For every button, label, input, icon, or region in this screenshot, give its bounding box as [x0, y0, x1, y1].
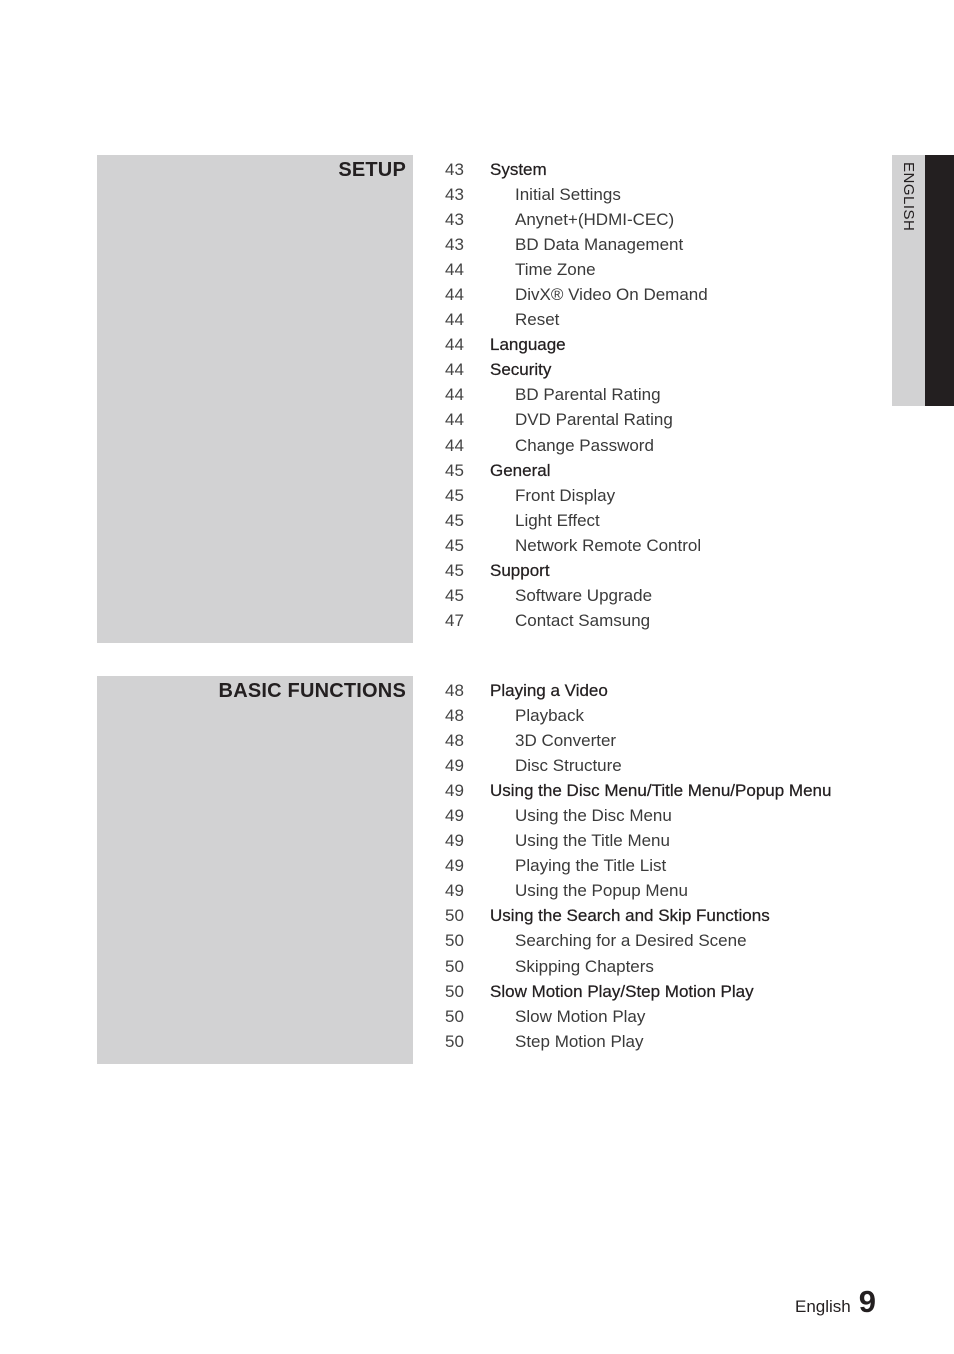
section-setup-box	[97, 155, 413, 643]
page-number: 9	[858, 1284, 876, 1319]
toc-page-number: 50	[445, 956, 464, 976]
toc-subheading: Using the Disc Menu	[515, 806, 672, 826]
toc-entry	[440, 753, 880, 778]
toc-subheading: Playing the Title List	[515, 856, 667, 876]
toc-subheading: DivX® Video On Demand	[515, 285, 708, 305]
toc-entry	[440, 608, 880, 633]
toc-subheading: Time Zone	[515, 260, 596, 280]
toc-page-number: 43	[445, 210, 464, 230]
toc-subheading: Disc Structure	[515, 756, 622, 776]
toc-entry	[440, 257, 880, 282]
toc-entry	[440, 407, 880, 432]
toc-heading: System	[490, 160, 547, 179]
toc-entry	[440, 703, 880, 728]
toc-page-number: 48	[445, 681, 464, 700]
section-basic-functions-entries	[440, 678, 880, 1054]
toc-page-number: 48	[445, 731, 464, 751]
toc-page-number: 44	[445, 435, 464, 455]
section-basic-functions-box	[97, 676, 413, 1064]
toc-page-number: 44	[445, 335, 464, 355]
toc-entry	[440, 382, 880, 407]
toc-page-number: 50	[445, 906, 464, 926]
toc-heading: Support	[490, 560, 550, 580]
toc-page-number: 50	[445, 1031, 464, 1051]
toc-subheading: Front Display	[515, 485, 616, 505]
toc-entry	[440, 979, 880, 1004]
toc-page-number: 49	[445, 856, 464, 876]
toc-subheading: Searching for a Desired Scene	[515, 931, 747, 951]
toc-subheading: Slow Motion Play	[515, 1006, 646, 1026]
toc-entry	[440, 182, 880, 207]
toc-subheading: Light Effect	[515, 510, 600, 530]
toc-page-number: 44	[445, 310, 464, 330]
toc-page-number: 44	[445, 260, 464, 280]
language-tab-label: ENGLISH	[900, 162, 917, 232]
page-footer	[795, 1284, 876, 1320]
toc-page-number: 44	[445, 410, 464, 430]
toc-subheading: Change Password	[515, 435, 654, 455]
toc-subheading: DVD Parental Rating	[515, 410, 673, 430]
toc-page-number: 49	[445, 831, 464, 851]
toc-entry	[440, 928, 880, 953]
toc-heading: Security	[490, 360, 552, 380]
toc-page-number: 49	[445, 756, 464, 776]
toc-subheading: Network Remote Control	[515, 535, 702, 555]
toc-entry	[440, 508, 880, 533]
toc-entry	[440, 533, 880, 558]
toc-heading: Slow Motion Play/Step Motion Play	[490, 981, 754, 1001]
toc-subheading: 3D Converter	[515, 731, 617, 751]
section-title: SETUP	[338, 159, 406, 181]
toc-entry	[440, 433, 880, 458]
toc-page-number: 49	[445, 806, 464, 826]
toc-page-number: 44	[445, 285, 464, 305]
toc-subheading: Contact Samsung	[515, 610, 651, 630]
toc-page-number: 50	[445, 931, 464, 951]
toc-page-number: 44	[445, 360, 464, 380]
toc-entry	[440, 828, 880, 853]
toc-page-number: 49	[445, 781, 464, 801]
toc-entry	[440, 878, 880, 903]
toc-entry	[440, 332, 880, 357]
toc-entry	[440, 583, 880, 608]
toc-subheading: Initial Settings	[515, 185, 621, 205]
toc-heading: Playing a Video	[490, 681, 608, 700]
toc-entry	[440, 357, 880, 382]
section-setup-entries	[440, 157, 880, 633]
toc-entry	[440, 558, 880, 583]
toc-entry	[440, 1029, 880, 1054]
toc-subheading: Reset	[515, 310, 560, 330]
toc-entry	[440, 157, 880, 182]
toc-heading: Using the Disc Menu/Title Menu/Popup Menu	[490, 781, 832, 801]
toc-subheading: Using the Popup Menu	[515, 881, 688, 901]
toc-subheading: BD Data Management	[515, 235, 684, 255]
toc-heading: Using the Search and Skip Functions	[490, 906, 770, 926]
toc-entry	[440, 778, 880, 803]
toc-entry	[440, 853, 880, 878]
toc-entry	[440, 803, 880, 828]
section-title: BASIC FUNCTIONS	[218, 680, 406, 702]
toc-page-number: 50	[445, 1006, 464, 1026]
toc-entry	[440, 207, 880, 232]
toc-entry	[440, 1004, 880, 1029]
toc-page-number: 48	[445, 706, 464, 726]
toc-subheading: Playback	[515, 706, 584, 726]
toc-page-number: 45	[445, 560, 464, 580]
toc-page-number: 45	[445, 585, 464, 605]
toc-page-number: 45	[445, 510, 464, 530]
toc-page-number: 45	[445, 485, 464, 505]
toc-page-number: 43	[445, 235, 464, 255]
toc-subheading: Anynet+(HDMI-CEC)	[515, 210, 675, 230]
toc-page-number: 44	[445, 385, 464, 405]
toc-heading: Language	[490, 335, 566, 355]
toc-page-number: 43	[445, 160, 464, 179]
toc-heading: General	[490, 460, 551, 480]
toc-subheading: Using the Title Menu	[515, 831, 670, 851]
footer-language: English	[794, 1297, 851, 1316]
toc-page-number: 47	[445, 610, 464, 630]
toc-page-number: 45	[445, 535, 464, 555]
toc-page-number: 49	[445, 881, 464, 901]
toc-subheading: Skipping Chapters	[515, 956, 654, 976]
language-tab-marker	[925, 155, 954, 406]
toc-page-number: 50	[445, 981, 464, 1001]
toc-page-number: 45	[445, 460, 464, 480]
toc-entry	[440, 954, 880, 979]
toc-entry	[440, 728, 880, 753]
toc-subheading: BD Parental Rating	[515, 385, 661, 405]
toc-entry	[440, 903, 880, 928]
toc-entry	[440, 307, 880, 332]
toc-entry	[440, 458, 880, 483]
toc-subheading: Step Motion Play	[515, 1031, 644, 1051]
toc-page-number: 43	[445, 185, 464, 205]
toc-entry	[440, 678, 880, 703]
toc-entry	[440, 282, 880, 307]
toc-entry	[440, 483, 880, 508]
toc-subheading: Software Upgrade	[515, 585, 653, 605]
toc-entry	[440, 232, 880, 257]
